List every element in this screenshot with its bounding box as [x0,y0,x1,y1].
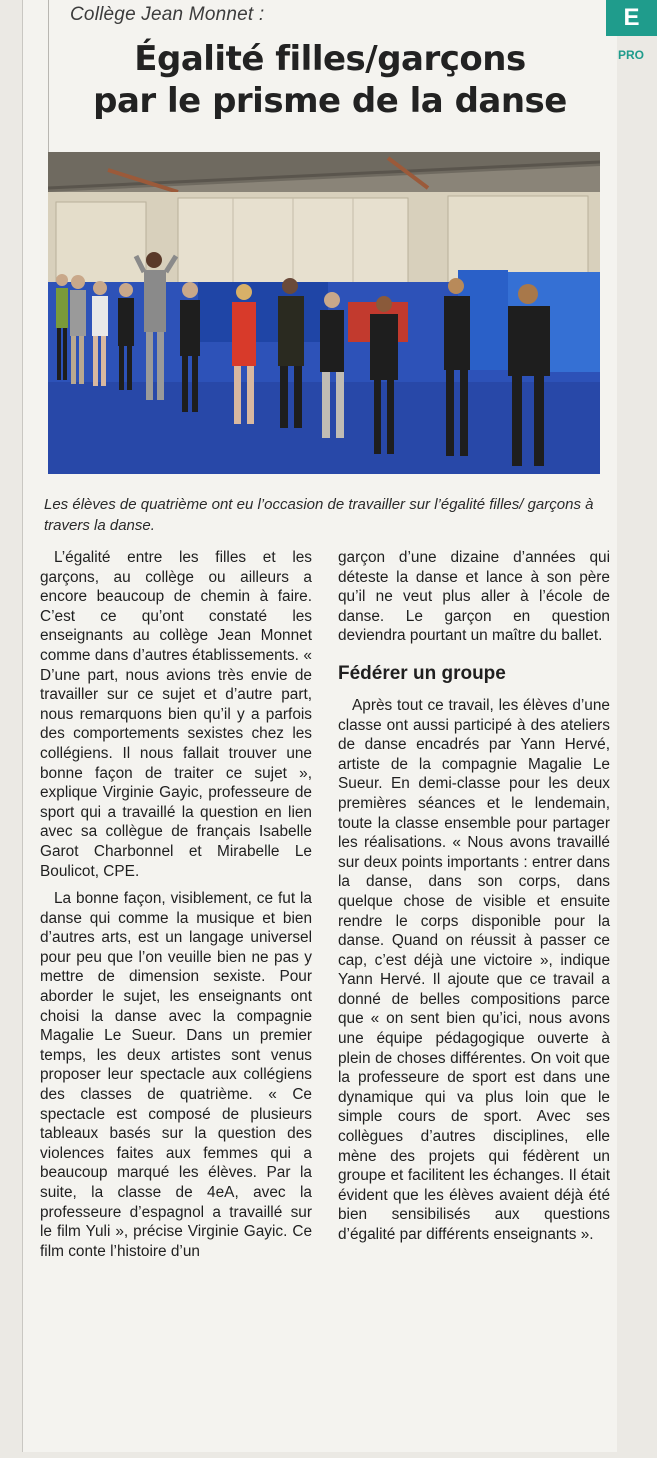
subheading: Fédérer un groupe [338,662,506,684]
kicker: Collège Jean Monnet : [70,4,265,25]
paragraph: La bonne façon, visiblement, ce fut la danse qui comme la musique et bien d’autres arts, est un langage universel pour peu que l’on veuille bien ne pas y mettre de dimension sexiste. Pour aborder le sujet, les enseignants ont choisi la danse avec la compagnie Magalie Le Sueur. Dans un premier temps, les deux artistes sont venus proposer leur spectacle aux collégiens des classes de quatrième. « Ce spectacle est composé de plusieurs tableaux basés sur la question des violences faites aux femmes qui a beaucoup marqué les élèves. Par la suite, la classe de 4eA, avec la professeure d’espagnol a travaillé sur le film Yuli », précise Virginie Gayic. Ce film conte l’histoire d’un [40,890,312,1260]
article-column-2 [338,548,610,1245]
headline-line-2: par le prisme de la danse [93,81,567,121]
paragraph: L’égalité entre les filles et les garçons, au collège ou ailleurs a encore beaucoup de chemin à faire. C’est ce qu’ont constaté les enseignants au collège Jean Monnet comme dans d’autres établissements. « D’une part, nous avions très envie de travailler sur ce sujet et d’autre part, nous remarquons bien qu’il y a parfois des comportements sexistes chez les collégiens. Il nous fallait trouver une bonne façon de traiter ce sujet », explique Virginie Gayic, professeure de sport qui a travaillé la question en lien avec sa collègue de français Isabelle Garot Charbonnel et Mirabelle Le Boulicot, CPE. [40,549,312,880]
section-tab-fragment: PRO [618,48,645,62]
headline-line-1: Égalité filles/garçons [134,39,526,79]
paragraph: Après tout ce travail, les élèves d’une classe ont aussi participé à des ateliers de danse encadrés par Yann Hervé, artiste de la compagnie Magalie Le Sueur. En demi-classe pour les deux premières séances et le lendemain, toute la classe ensemble pour partager les réalisations. « Nous avons travaillé sur deux points importants : entrer dans la danse, dans son corps, dans quelque chose de visible et ensuite rendre le corps disponible pour la danse. Quand on réussit à passer ce cap, c’est déjà une victoire », indique Yann Hervé. Il ajoute que ce travail a donné de belles compositions parce que « on sent bien qu’ici, nous avons une équipe pédagogique ouverte à plein de choses différentes. On voit que la professeure de sport est dans une dynamique qui va plus loin que le simple cours de sport. Avec ses collègues d’autres disciplines, elle mène des projets qui fédèrent un groupe et facilitent les échanges. Il était évident que les élèves avaient déjà été bien sensibilisés aux questions d’égalité par différents enseignants ». [338,696,610,1243]
section-tab: E [606,0,657,36]
paragraph: garçon d’une dizaine d’années qui déteste la danse et lance à son père qu’il ne veut plus aller à l’école de danse. Le garçon en question deviendra pourtant un maître du ballet. [338,549,610,645]
photo-caption: Les élèves de quatrième ont eu l’occasion de travailler sur l’égalité filles/ garçons à travers la danse. [44,496,594,534]
headline [50,38,610,122]
article-photo [48,152,600,474]
article-column-1 [40,548,312,1261]
photo-dancers-icon [48,152,600,474]
